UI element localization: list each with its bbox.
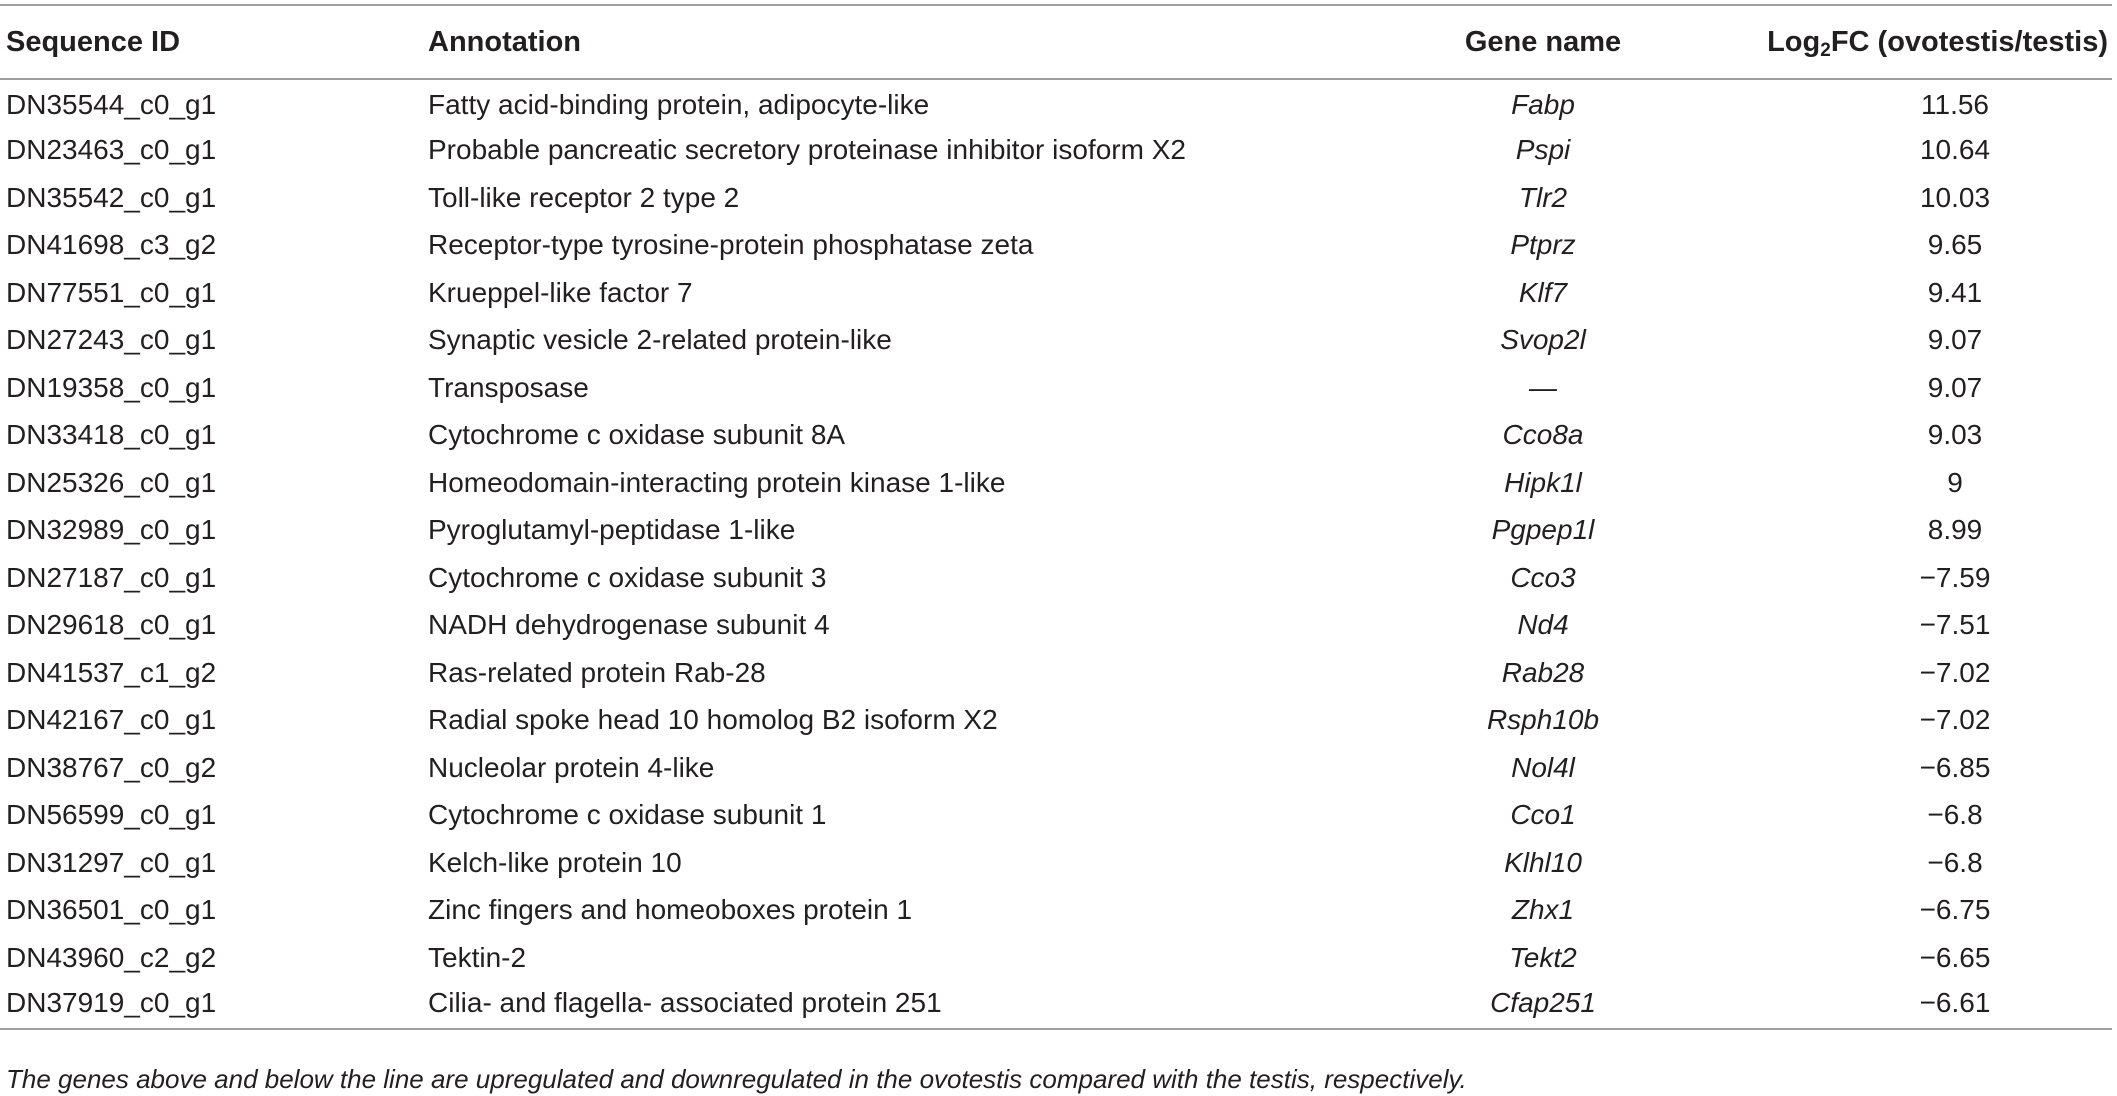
table-row (0, 412, 2112, 460)
cell-gene-name: Tekt2 (1509, 941, 1577, 973)
cell-sequence-id: DN56599_c0_g1 (6, 799, 217, 831)
cell-annotation: NADH dehydrogenase subunit 4 (428, 609, 830, 641)
cell-log2fc: −7.02 (1919, 656, 1991, 688)
cell-log2fc: 9.03 (1927, 419, 1983, 451)
cell-log2fc: 10.64 (1919, 134, 1991, 166)
cell-annotation: Ras-related protein Rab-28 (428, 656, 766, 688)
table-row (0, 934, 2112, 982)
table-row (0, 507, 2112, 555)
table-row (0, 649, 2112, 697)
cell-sequence-id: DN36501_c0_g1 (6, 894, 217, 926)
cell-log2fc: −6.85 (1919, 751, 1991, 783)
table-row (0, 792, 2112, 840)
cell-annotation: Krueppel-like factor 7 (428, 276, 693, 308)
cell-annotation: Toll-like receptor 2 type 2 (428, 181, 740, 213)
cell-annotation: Radial spoke head 10 homolog B2 isoform X2 (428, 704, 998, 736)
cell-sequence-id: DN35544_c0_g1 (6, 89, 217, 121)
cell-annotation: Nucleolar protein 4-like (428, 751, 715, 783)
cell-sequence-id: DN35542_c0_g1 (6, 181, 217, 213)
cell-gene-name: Tlr2 (1518, 181, 1568, 213)
table-row (0, 602, 2112, 650)
header-log-suffix: FC (ovotestis/testis) (1830, 25, 2108, 58)
cell-sequence-id: DN19358_c0_g1 (6, 371, 217, 403)
cell-log2fc: −7.02 (1919, 704, 1991, 736)
table-footnote: The genes above and below the line are upregulated and downregulated in the ovotestis compared with the testis, respectively. (6, 1064, 1467, 1094)
cell-gene-name: Cco8a (1502, 419, 1584, 451)
table-body (0, 79, 2112, 1029)
cell-log2fc: −6.61 (1720, 982, 2112, 1030)
cell-sequence-id: DN31297_c0_g1 (6, 846, 217, 878)
cell-annotation: Zinc fingers and homeoboxes protein 1 (428, 894, 913, 926)
cell-annotation: Cilia- and flagella- associated protein 251 (428, 982, 1366, 1030)
cell-log2fc: 10.03 (1919, 181, 1991, 213)
cell-log2fc: 11.56 (1921, 89, 1989, 121)
header-log-prefix: Log (1767, 25, 1821, 58)
cell-sequence-id: DN37919_c0_g1 (0, 982, 428, 1030)
cell-sequence-id: DN38767_c0_g2 (6, 751, 217, 783)
cell-log2fc: −7.51 (1919, 609, 1991, 641)
cell-gene-name: Cco1 (1510, 799, 1576, 831)
cell-sequence-id: DN27187_c0_g1 (6, 561, 217, 593)
header-row (0, 5, 2112, 79)
cell-log2fc: 9.65 (1927, 229, 1983, 261)
header-annotation: Annotation (428, 5, 1366, 79)
table-row (0, 79, 2112, 127)
table-header (0, 5, 2112, 79)
header-log-subscript: 2 (1820, 39, 1831, 61)
cell-gene-name: Hipk1l (1504, 466, 1582, 498)
cell-annotation: Fatty acid-binding protein, adipocyte-like (428, 89, 930, 121)
cell-annotation: Transposase (428, 371, 589, 403)
cell-sequence-id: DN29618_c0_g1 (6, 609, 217, 641)
cell-sequence-id: DN27243_c0_g1 (6, 324, 217, 356)
cell-sequence-id: DN32989_c0_g1 (6, 514, 217, 546)
cell-annotation: Homeodomain-interacting protein kinase 1-like (428, 466, 1006, 498)
cell-annotation: Probable pancreatic secretory proteinase inhibitor isoform X2 (428, 134, 1186, 166)
header-sequence-id: Sequence ID (0, 5, 428, 79)
cell-annotation: Cytochrome c oxidase subunit 3 (428, 561, 827, 593)
cell-log2fc: −7.59 (1919, 561, 1991, 593)
cell-gene-name: Ptprz (1510, 229, 1576, 261)
table-row (0, 554, 2112, 602)
cell-sequence-id: DN41537_c1_g2 (6, 656, 217, 688)
cell-sequence-id: DN43960_c2_g2 (6, 941, 217, 973)
cell-log2fc: −6.8 (1927, 799, 1983, 831)
cell-annotation: Cytochrome c oxidase subunit 1 (428, 799, 827, 831)
cell-log2fc: −6.75 (1919, 894, 1991, 926)
cell-gene-name: Cco3 (1510, 561, 1576, 593)
table-row (0, 744, 2112, 792)
cell-sequence-id: DN42167_c0_g1 (6, 704, 217, 736)
cell-sequence-id: DN25326_c0_g1 (6, 466, 217, 498)
table-row (0, 459, 2112, 507)
table-row (0, 697, 2112, 745)
cell-sequence-id: DN77551_c0_g1 (6, 276, 217, 308)
cell-gene-name: Zhx1 (1511, 894, 1575, 926)
table-row (0, 887, 2112, 935)
cell-log2fc: 8.99 (1927, 514, 1983, 546)
cell-gene-name: Fabp (1511, 89, 1575, 121)
gene-expression-table (0, 4, 2112, 1030)
cell-log2fc: 9 (1947, 466, 1963, 498)
cell-annotation: Cytochrome c oxidase subunit 8A (428, 419, 846, 451)
table-row (0, 127, 2112, 175)
cell-annotation: Synaptic vesicle 2-related protein-like (428, 324, 892, 356)
table-row (0, 222, 2112, 270)
table-row (0, 269, 2112, 317)
header-log2fc (1720, 5, 2112, 79)
cell-gene-name: Rsph10b (1486, 704, 1600, 736)
table-row (0, 174, 2112, 222)
cell-gene-name: — (1529, 371, 1557, 403)
cell-annotation: Kelch-like protein 10 (428, 846, 682, 878)
cell-gene-name: Rab28 (1501, 656, 1585, 688)
cell-gene-name: Nd4 (1517, 609, 1569, 641)
cell-gene-name: Nol4l (1511, 751, 1575, 783)
cell-log2fc: 9.07 (1927, 324, 1983, 356)
cell-log2fc: 9.07 (1927, 371, 1983, 403)
table-row (0, 982, 2112, 1030)
cell-gene-name: Pspi (1515, 134, 1571, 166)
cell-annotation: Pyroglutamyl-peptidase 1-like (428, 514, 796, 546)
cell-annotation: Receptor-type tyrosine-protein phosphatase zeta (428, 229, 1034, 261)
cell-gene-name: Pgpep1l (1491, 514, 1595, 546)
cell-log2fc: 9.41 (1927, 276, 1983, 308)
cell-log2fc: −6.8 (1927, 846, 1983, 878)
cell-sequence-id: DN23463_c0_g1 (6, 134, 217, 166)
cell-gene-name: Klf7 (1518, 276, 1568, 308)
cell-log2fc: −6.65 (1919, 941, 1991, 973)
cell-sequence-id: DN41698_c3_g2 (6, 229, 217, 261)
cell-gene-name: Klhl10 (1504, 846, 1582, 878)
cell-gene-name: Svop2l (1500, 324, 1586, 356)
header-gene-name: Gene name (1366, 5, 1720, 79)
table-row (0, 839, 2112, 887)
cell-sequence-id: DN33418_c0_g1 (6, 419, 217, 451)
table-row (0, 317, 2112, 365)
cell-annotation: Tektin-2 (428, 941, 527, 973)
cell-gene-name: Cfap251 (1366, 982, 1720, 1030)
table-row (0, 364, 2112, 412)
